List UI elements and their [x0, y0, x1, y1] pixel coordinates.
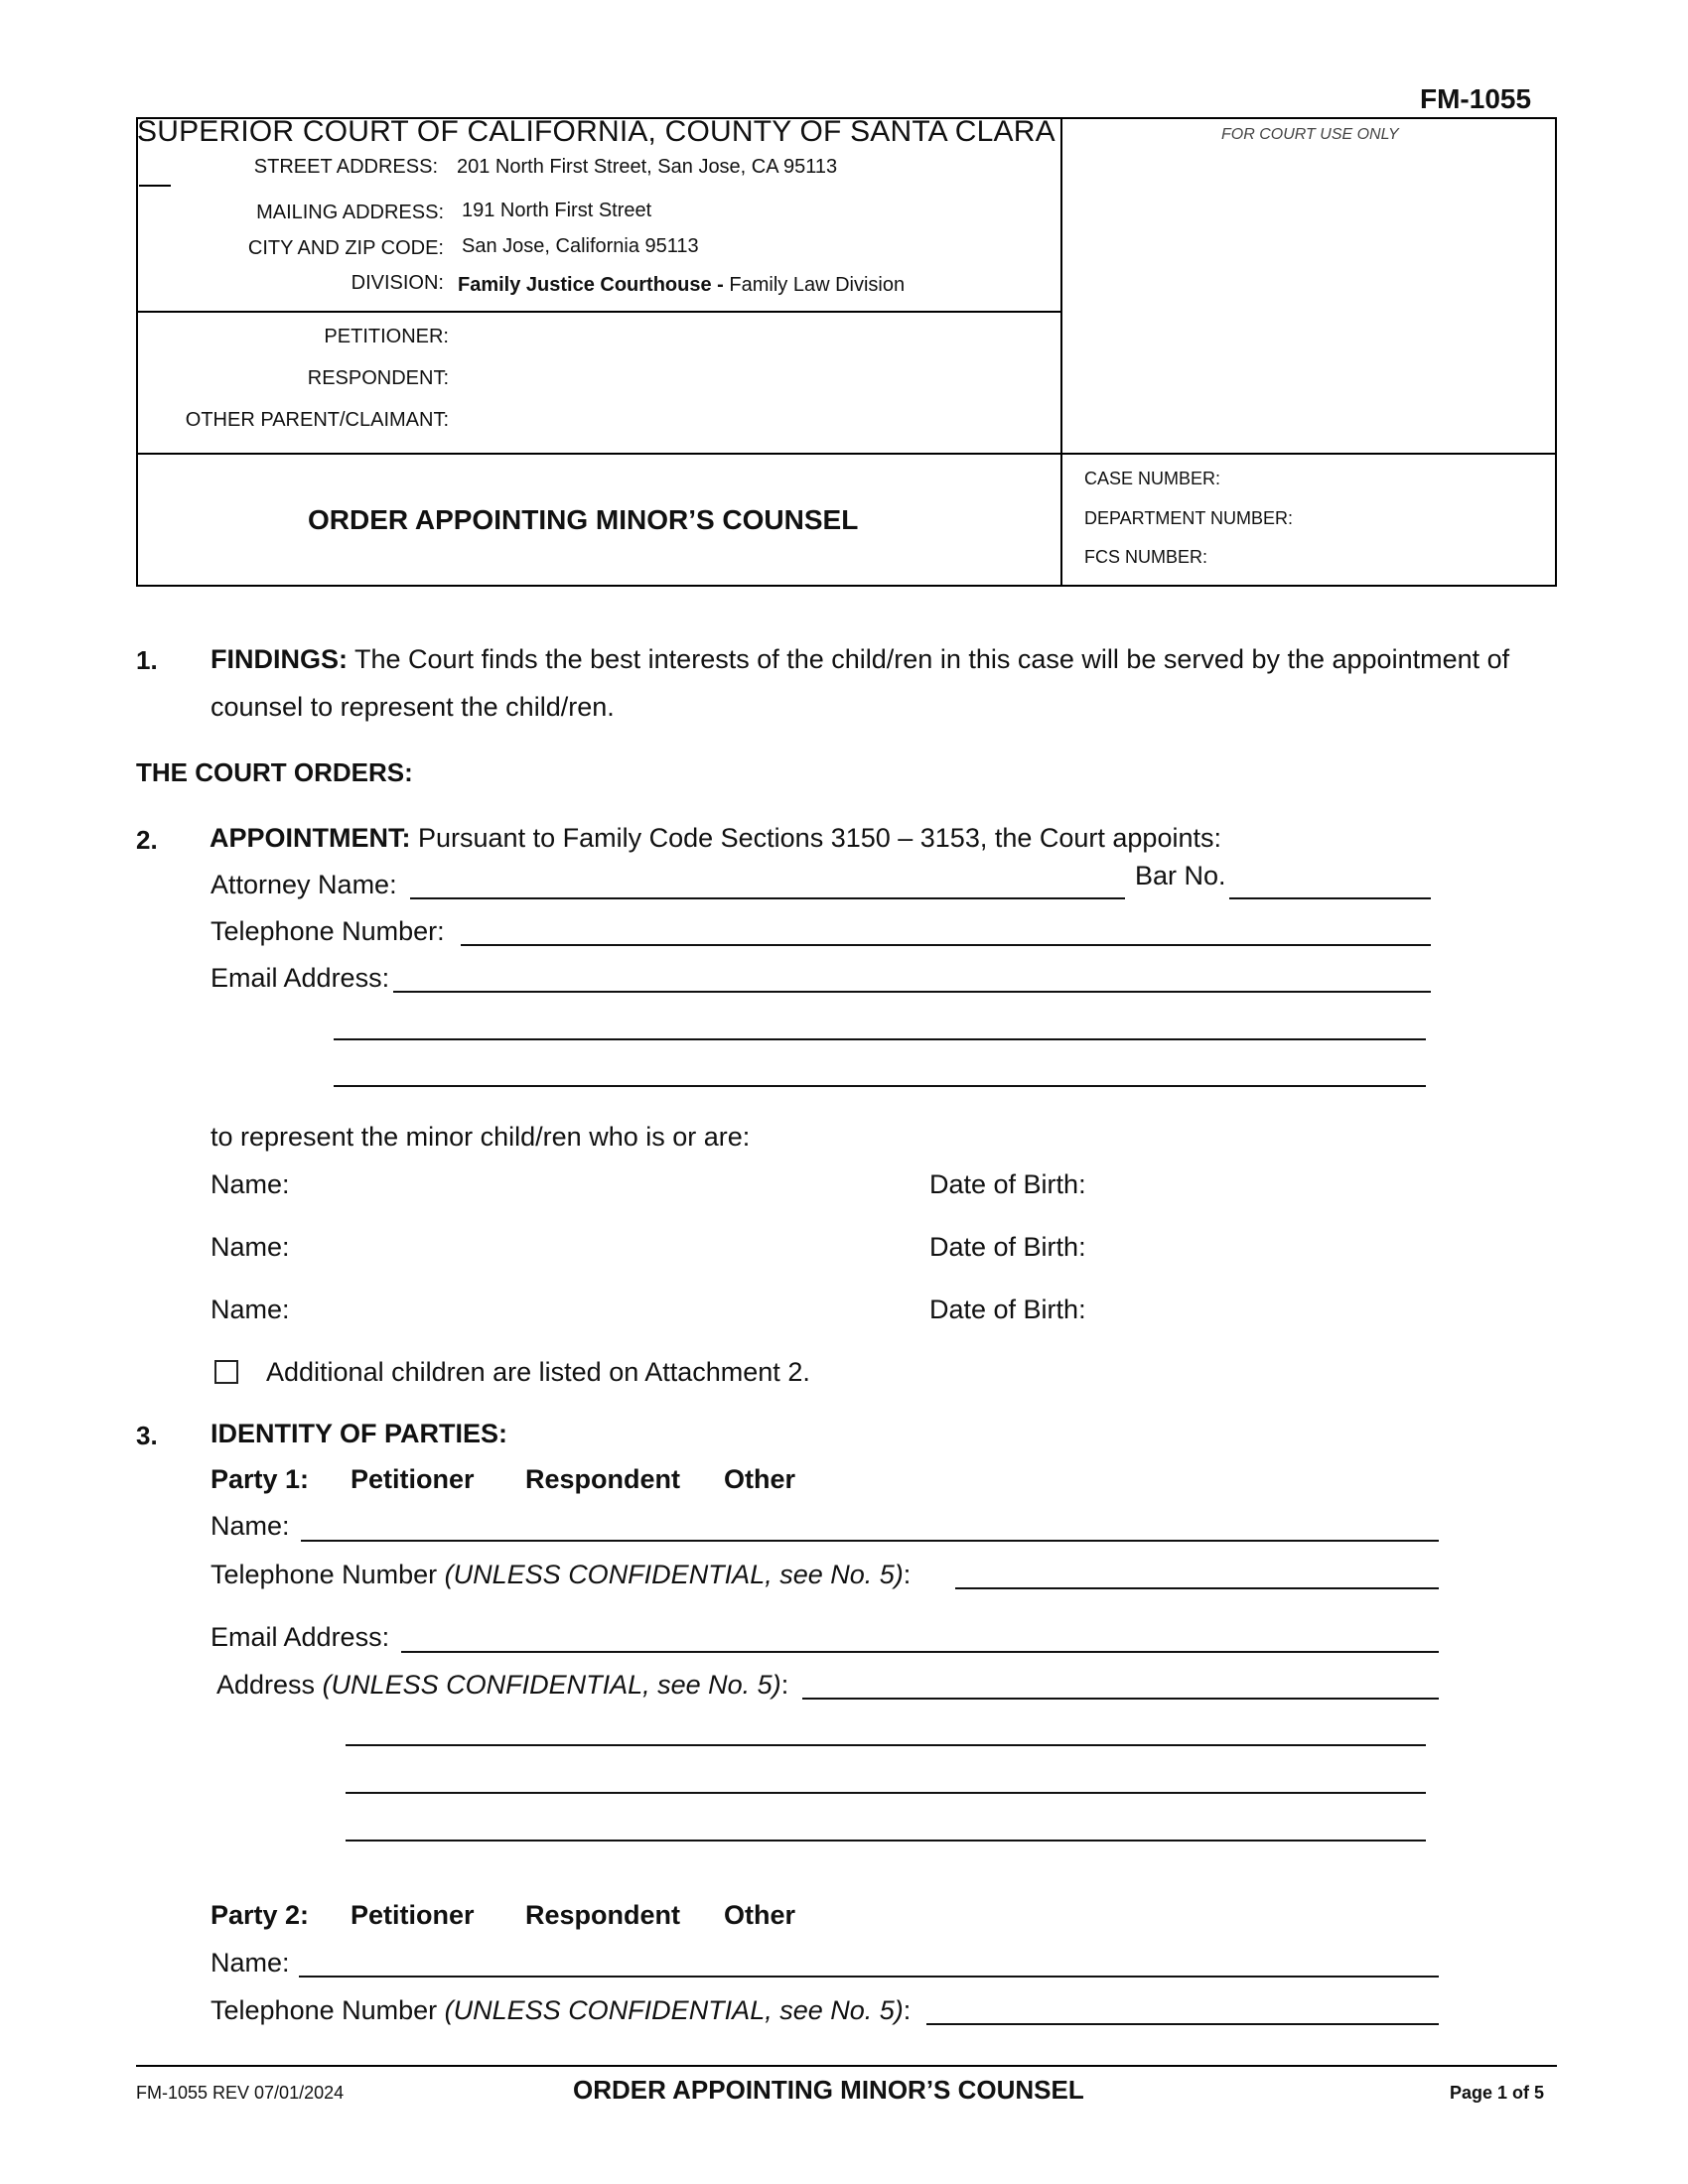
party-1-name-field[interactable] — [301, 1540, 1439, 1542]
attorney-telephone-label: Telephone Number: — [211, 916, 445, 946]
appointment-paragraph — [210, 823, 1221, 854]
party-1-respondent-option[interactable]: Respondent — [525, 1464, 681, 1494]
party-2-label: Party 2: — [211, 1900, 310, 1930]
party-1-address-note: (UNLESS CONFIDENTIAL, see No. 5) — [322, 1670, 781, 1700]
party-1-address-field-line3[interactable] — [346, 1792, 1426, 1794]
represent-text: to represent the minor child/ren who is or are: — [211, 1122, 751, 1152]
footer-page-number: Page 1 of 5 — [1450, 2083, 1545, 2103]
appointment-heading: APPOINTMENT: — [210, 823, 411, 853]
bar-no-label: Bar No. — [1135, 861, 1226, 890]
footer-rule — [136, 2065, 1557, 2067]
attorney-email-label: Email Address: — [211, 963, 390, 993]
child-dob-label: Date of Birth: — [929, 1232, 1086, 1262]
party-1-telephone-label — [211, 1560, 911, 1590]
party-1-email-field[interactable] — [401, 1651, 1439, 1653]
child-name-label: Name: — [211, 1295, 290, 1324]
mailing-address-label: MAILING ADDRESS: — [256, 202, 444, 223]
section-1-number: 1. — [136, 645, 158, 675]
party-1-telephone-colon: : — [903, 1560, 912, 1589]
court-orders-heading: THE COURT ORDERS: — [136, 757, 413, 787]
party-2-name-label: Name: — [211, 1948, 290, 1978]
caption-divider — [138, 311, 1060, 313]
court-name: SUPERIOR COURT OF CALIFORNIA, COUNTY OF SANTA CLARA — [137, 115, 1055, 148]
party-1-petitioner-option[interactable]: Petitioner — [351, 1464, 475, 1494]
party-1-label: Party 1: — [211, 1464, 310, 1494]
division-bold: Family Justice Courthouse - — [458, 274, 724, 296]
party-2-petitioner-option[interactable]: Petitioner — [351, 1900, 475, 1930]
party-1-other-option[interactable]: Other — [724, 1464, 796, 1494]
findings-text-line2: counsel to represent the child/ren. — [211, 692, 615, 722]
party-1-telephone-text: Telephone Number — [211, 1560, 445, 1589]
party-2-other-option[interactable]: Other — [724, 1900, 796, 1930]
department-number-label: DEPARTMENT NUMBER: — [1084, 508, 1294, 528]
child-dob-label: Date of Birth: — [929, 1295, 1086, 1324]
party-2-telephone-colon: : — [903, 1995, 912, 2025]
findings-text: The Court finds the best interests of the child/ren in this case will be served by the appointment of — [348, 644, 1510, 674]
party-1-name-label: Name: — [211, 1511, 290, 1541]
fcs-number-label: FCS NUMBER: — [1084, 547, 1208, 567]
petitioner-label: PETITIONER: — [324, 326, 449, 347]
party-2-telephone-label — [211, 1995, 911, 2026]
division — [458, 274, 905, 297]
party-1-telephone-note: (UNLESS CONFIDENTIAL, see No. 5) — [444, 1560, 904, 1589]
attorney-telephone-field[interactable] — [461, 944, 1431, 946]
attorney-email-field-line3[interactable] — [334, 1085, 1426, 1087]
other-parent-label: OTHER PARENT/CLAIMANT: — [185, 409, 449, 431]
party-1-telephone-field[interactable] — [955, 1587, 1439, 1589]
document-title: ORDER APPOINTING MINOR’S COUNSEL — [308, 504, 859, 535]
city-zip: San Jose, California 95113 — [462, 235, 699, 257]
child-dob-label: Date of Birth: — [929, 1169, 1086, 1199]
party-1-address-field[interactable] — [802, 1698, 1439, 1700]
court-name-tick — [139, 185, 171, 187]
case-number-label: CASE NUMBER: — [1084, 469, 1221, 488]
attorney-email-field[interactable] — [393, 991, 1431, 993]
party-1-address-field-line2[interactable] — [346, 1744, 1426, 1746]
street-address: 201 North First Street, San Jose, CA 95113 — [457, 156, 838, 178]
findings-heading: FINDINGS: — [211, 644, 348, 674]
party-1-address-colon: : — [780, 1670, 789, 1700]
findings-paragraph — [211, 644, 1551, 675]
footer-title: ORDER APPOINTING MINOR’S COUNSEL — [573, 2075, 1084, 2105]
party-2-respondent-option[interactable]: Respondent — [525, 1900, 681, 1930]
party-2-telephone-text: Telephone Number — [211, 1995, 445, 2025]
additional-children-checkbox[interactable] — [214, 1360, 238, 1384]
child-name-label: Name: — [211, 1232, 290, 1262]
division-label: DIVISION: — [351, 272, 444, 294]
city-zip-label: CITY AND ZIP CODE: — [247, 237, 444, 259]
mailing-address: 191 North First Street — [462, 200, 652, 221]
party-1-address-label — [216, 1670, 788, 1701]
attorney-email-field-line2[interactable] — [334, 1038, 1426, 1040]
party-2-name-field[interactable] — [299, 1976, 1439, 1978]
footer-form-revision: FM-1055 REV 07/01/2024 — [136, 2083, 345, 2103]
party-2-telephone-note: (UNLESS CONFIDENTIAL, see No. 5) — [444, 1995, 904, 2025]
respondent-label: RESPONDENT: — [307, 367, 449, 389]
form-number: FM-1055 — [1420, 83, 1532, 114]
party-1-address-field-line4[interactable] — [346, 1840, 1426, 1842]
additional-children-label: Additional children are listed on Attachment 2. — [266, 1357, 810, 1387]
caption-divider — [1060, 119, 1062, 587]
appointment-text: Pursuant to Family Code Sections 3150 – 3153, the Court appoints: — [410, 823, 1221, 853]
party-1-email-label: Email Address: — [211, 1622, 390, 1652]
court-use-only: FOR COURT USE ONLY — [1221, 126, 1399, 143]
party-2-telephone-field[interactable] — [926, 2023, 1439, 2025]
section-2-number: 2. — [136, 825, 158, 855]
caption-divider — [138, 453, 1557, 455]
party-1-address-text: Address — [216, 1670, 323, 1700]
section-3-number: 3. — [136, 1421, 158, 1450]
bar-no-field[interactable] — [1229, 897, 1431, 899]
identity-heading: IDENTITY OF PARTIES: — [211, 1419, 508, 1448]
attorney-name-label: Attorney Name: — [211, 870, 397, 899]
street-address-label: STREET ADDRESS: — [253, 156, 438, 178]
attorney-name-field[interactable] — [410, 897, 1125, 899]
division-rest: Family Law Division — [723, 274, 906, 296]
child-name-label: Name: — [211, 1169, 290, 1199]
